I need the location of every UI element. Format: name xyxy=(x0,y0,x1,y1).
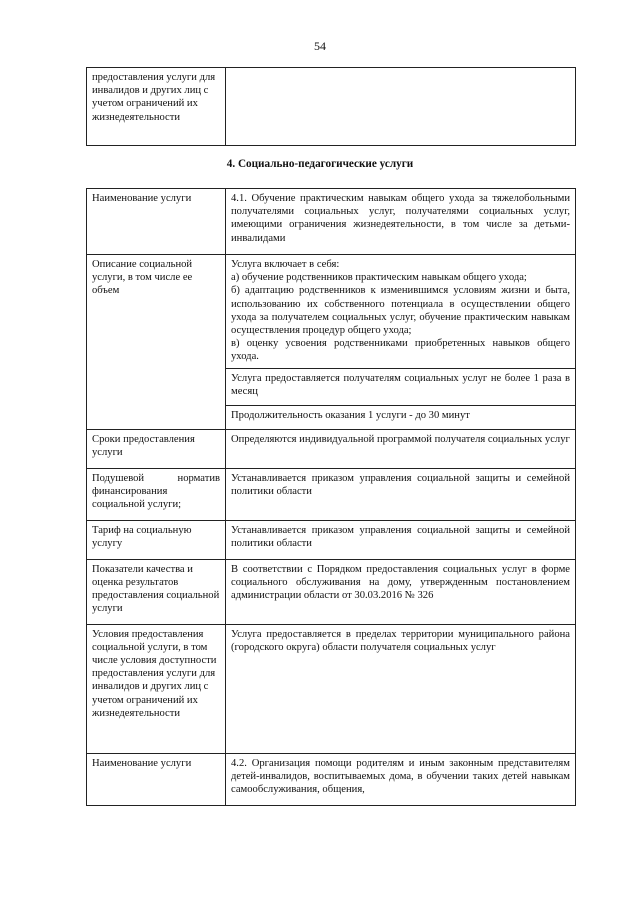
row-value: Устанавливается приказом управления социальной защиты и семейной политики области xyxy=(226,520,576,559)
row-value: Устанавливается приказом управления социальной защиты и семейной политики области xyxy=(226,468,576,520)
row-label: Показатели качества и оценка результатов предоставления социальной услуги xyxy=(87,559,226,624)
table-row xyxy=(87,468,576,520)
description-item-a: а) обучение родственников практическим навыкам общего ухода; xyxy=(231,272,527,284)
row-value xyxy=(226,68,576,146)
table-row xyxy=(87,68,576,146)
table-row xyxy=(87,255,576,369)
table-row xyxy=(87,429,576,468)
row-value: Определяются индивидуальной программой получателя социальных услуг xyxy=(226,429,576,468)
row-label: Условия предоставления социальной услуги, в том числе условия доступности предоставления услуги для инвалидов и других лиц с учетом ограничений их жизнедеятельности xyxy=(87,624,226,753)
table-row xyxy=(87,189,576,255)
description-item-b: б) адаптацию родственников к изменившимся условиям жизни и быта, использованию их собственного потенциала в осуществлении общего ухода за получателем социальных услуг, обучение практическим навыкам осуществления процедур общего ухода; xyxy=(231,285,570,337)
continuation-table xyxy=(86,67,576,146)
row-value: Услуга предоставляется в пределах территории муниципального района (городского округа) области получателя социальных услуг xyxy=(226,624,576,753)
row-value: В соответствии с Порядком предоставления социальных услуг в форме социального обслуживания на дому, утвержденным постановлением администрации области от 30.03.2016 № 326 xyxy=(226,559,576,624)
row-label: предоставления услуги для инвалидов и других лиц с учетом ограничений их жизнедеятельности xyxy=(87,68,226,146)
row-label: Тариф на социальную услугу xyxy=(87,520,226,559)
row-value: Услуга предоставляется получателям социальных услуг не более 1 раза в месяц xyxy=(226,368,576,405)
description-intro: Услуга включает в себя: xyxy=(231,259,340,270)
row-label: Описание социальной услуги, в том числе ее объем xyxy=(87,255,226,430)
row-label: Подушевой норматив финансирования социальной услуги; xyxy=(87,468,226,520)
row-value: 4.1. Обучение практическим навыкам общего ухода за тяжелобольными получателями социальных услуг, получателями социальных услуг, имеющими ограничения жизнедеятельности, в том числе за детьми-инвалидами xyxy=(226,189,576,255)
row-value: 4.2. Организация помощи родителям и иным законным представителям детей-инвалидов, воспитываемых дома, в обучении таких детей навыкам самообслуживания, общения, xyxy=(226,753,576,805)
row-label: Сроки предоставления услуги xyxy=(87,429,226,468)
table-row xyxy=(87,559,576,624)
description-item-c: в) оценку усвоения родственниками приобретенных навыков общего ухода. xyxy=(231,338,570,363)
row-value xyxy=(226,255,576,369)
page-number: 54 xyxy=(314,39,326,53)
row-label: Наименование услуги xyxy=(87,189,226,255)
services-table xyxy=(86,188,576,806)
table-row xyxy=(87,520,576,559)
row-label: Наименование услуги xyxy=(87,753,226,805)
table-row xyxy=(87,624,576,753)
row-value: Продолжительность оказания 1 услуги - до 30 минут xyxy=(226,405,576,429)
section-title: 4. Социально-педагогические услуги xyxy=(226,158,414,170)
table-row xyxy=(87,753,576,805)
